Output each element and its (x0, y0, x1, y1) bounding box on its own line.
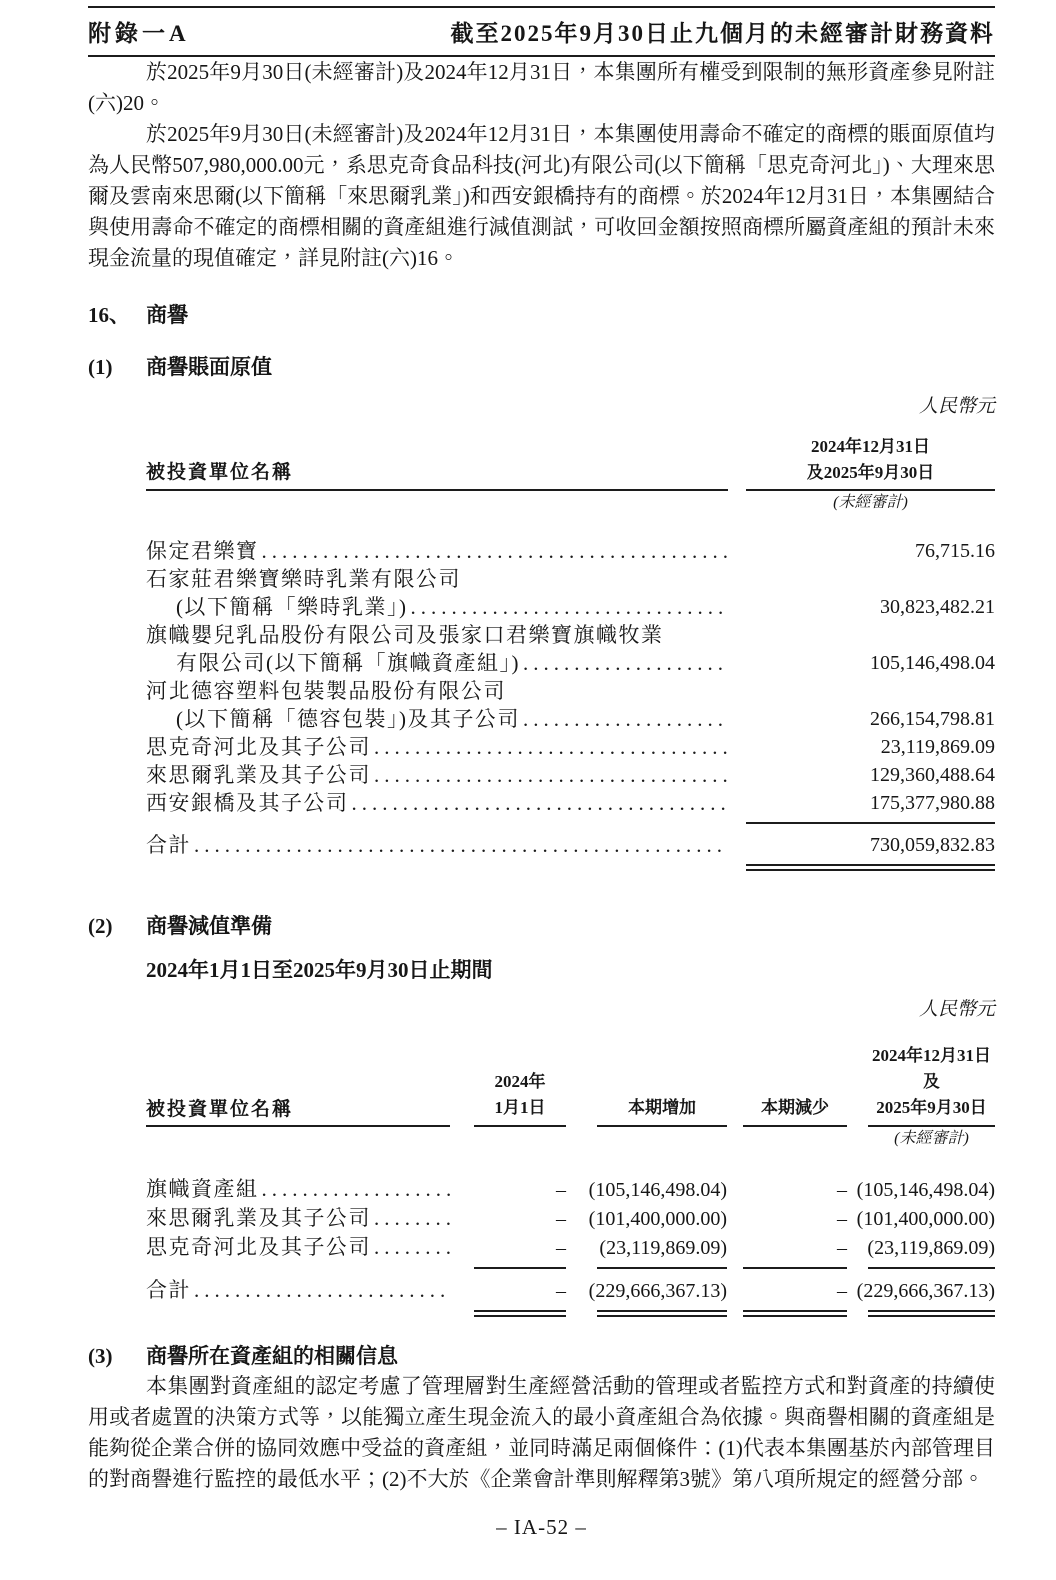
company-name-cell: (以下簡稱「樂時乳業」) ..... (146, 593, 728, 621)
dot-leader (371, 733, 728, 761)
table2-total-double-rules (146, 1310, 995, 1317)
dot-leader (191, 1276, 450, 1304)
subsection-title: 商譽所在資產組的相關信息 (146, 1344, 398, 1368)
company-name-cell: 來思爾乳業及其子公司 ..... (146, 1204, 450, 1232)
goodwill-impairment-table (146, 1043, 995, 1317)
total-additions-value: (229,666,367.13) (588, 1280, 727, 1302)
table-row (146, 537, 995, 565)
dot-leader (371, 761, 728, 789)
document-page (0, 6, 1056, 1540)
table1-subtotal-rule (746, 822, 995, 824)
subsection-1-heading (88, 352, 995, 382)
section-number: 16、 (88, 303, 130, 327)
amount-cell: (23,119,869.09) (599, 1237, 727, 1259)
subsection-number: (3) (88, 1344, 113, 1368)
dot-leader (191, 831, 728, 859)
subsection-number: (2) (88, 914, 113, 938)
amount-cell: 30,823,482.21 (880, 596, 995, 618)
table-row (146, 1204, 995, 1233)
subsection-title: 商譽賬面原值 (146, 355, 272, 379)
appendix-label: 附錄一A (88, 21, 190, 46)
section-16-heading (88, 300, 995, 330)
subsection-2-heading (88, 911, 995, 941)
amount-cell: (101,400,000.00) (856, 1208, 995, 1230)
company-name-cell: 西安銀橋及其子公司 ..... (146, 789, 728, 817)
table1-header-row (146, 434, 995, 491)
dot-leader (371, 1204, 450, 1232)
amount-cell: (101,400,000.00) (588, 1208, 727, 1230)
table1-total-value: 730,059,832.83 (870, 834, 995, 856)
table2-rows (146, 1175, 995, 1262)
table2-opening-header: 2024年 1月1日 (474, 1069, 566, 1127)
total-closing-value: (229,666,367.13) (856, 1280, 995, 1302)
table2-name-header: 被投資單位名稱 (146, 1094, 450, 1127)
paragraph-restricted-assets: 於2025年9月30日(未經審計)及2024年12月31日，本集團所有權受到限制的無形資產參見附註(六)20。 (88, 60, 995, 115)
table-row (146, 621, 995, 649)
subsection-3-heading (88, 1341, 995, 1371)
amount-cell: – (837, 1179, 847, 1201)
table-row (146, 677, 995, 705)
table2-header-row (146, 1043, 995, 1127)
table2-unaudited-note: (未經審計) (894, 1130, 969, 1147)
table1-total-double-rule (746, 864, 995, 871)
table-row (146, 761, 995, 789)
amount-cell: 129,360,488.64 (870, 764, 995, 786)
amount-cell: 105,146,498.04 (870, 652, 995, 674)
table2-closing-header: 2024年12月31日及 2025年9月30日 (868, 1043, 995, 1127)
amount-cell: 175,377,980.88 (870, 792, 995, 814)
table1-name-header: 被投資單位名稱 (146, 457, 728, 491)
table-row (146, 565, 995, 593)
total-decreases-value: – (837, 1280, 847, 1302)
table-row (146, 1233, 995, 1262)
amount-cell: – (837, 1208, 847, 1230)
table-row (146, 705, 995, 733)
company-name-cell: 石家莊君樂寶樂時乳業有限公司 (146, 567, 461, 591)
total-opening-value: – (556, 1280, 566, 1302)
company-name-cell: 有限公司(以下簡稱「旗幟資產組」) ..... (146, 649, 728, 677)
subsection-number: (1) (88, 355, 113, 379)
company-name-cell: (以下簡稱「德容包裝」)及其子公司 ..... (146, 705, 728, 733)
report-title: 截至2025年9月30日止九個月的未經審計財務資料 (450, 21, 995, 46)
dot-leader (408, 593, 729, 621)
goodwill-cost-table (146, 434, 995, 871)
company-name-cell: 保定君樂寶 ..... (146, 537, 728, 565)
table1-total-row (146, 831, 995, 859)
amount-cell: – (837, 1237, 847, 1259)
dot-leader (259, 1175, 451, 1203)
company-name-cell: 思克奇河北及其子公司 ..... (146, 1233, 450, 1261)
section-title: 商譽 (146, 303, 188, 327)
page-number: – IA-52 – (496, 1515, 587, 1539)
subsection-title: 商譽減值準備 (146, 914, 272, 938)
amount-cell: (105,146,498.04) (588, 1179, 727, 1201)
table1-value-header: 2024年12月31日 及2025年9月30日 (746, 434, 995, 491)
dot-leader (349, 789, 729, 817)
currency-note-2: 人民幣元 (918, 999, 995, 1020)
amount-cell: (105,146,498.04) (856, 1179, 995, 1201)
dot-leader (520, 649, 728, 677)
table-row (146, 789, 995, 817)
table-row (146, 733, 995, 761)
dot-leader (371, 1233, 450, 1261)
company-name-cell: 來思爾乳業及其子公司 ..... (146, 761, 728, 789)
table2-subtotal-rules (146, 1267, 995, 1269)
dot-leader (259, 537, 729, 565)
amount-cell: – (556, 1179, 566, 1201)
table2-additions-header: 本期增加 (597, 1095, 727, 1127)
table-row (146, 649, 995, 677)
company-name-cell: 旗幟嬰兒乳品股份有限公司及張家口君樂寶旗幟牧業 (146, 623, 664, 647)
company-name-cell: 思克奇河北及其子公司 ..... (146, 733, 728, 761)
company-name-cell: 河北德容塑料包裝製品股份有限公司 (146, 679, 506, 703)
table2-total-row (146, 1276, 995, 1305)
table-row (146, 1175, 995, 1204)
amount-cell: (23,119,869.09) (867, 1237, 995, 1259)
period-caption: 2024年1月1日至2025年9月30日止期間 (146, 958, 493, 982)
amount-cell: 76,715.16 (915, 540, 995, 562)
table1-total-label: 合計 (146, 833, 191, 857)
table2-total-label: 合計 (146, 1278, 191, 1302)
running-header (88, 6, 995, 57)
amount-cell: – (556, 1208, 566, 1230)
paragraph-trademarks: 於2025年9月30日(未經審計)及2024年12月31日，本集團使用壽命不確定的商標的賬面原值均為人民幣507,980,000.00元，系思克奇食品科技(河北)有限公司(以下簡稱「思克奇河北」)、大理來思爾及雲南來思爾(以下簡稱「來思爾乳業」)和西安銀橋持有的商標。於2024年12月31日，本集團結合與使用壽命不確定的商標相關的資產組進行減值測試，可收回金額按照商標所屬資產組的預計未來現金流量的現值確定，詳見附註(六)16。 (88, 122, 995, 270)
dot-leader (520, 705, 728, 733)
company-name-cell: 旗幟資產組 ..... (146, 1175, 450, 1203)
table2-decreases-header: 本期減少 (743, 1095, 847, 1127)
table1-rows (146, 537, 995, 817)
amount-cell: 266,154,798.81 (870, 708, 995, 730)
table-row (146, 593, 995, 621)
table1-unaudited-note: (未經審計) (833, 494, 908, 511)
paragraph-cgu-info: 本集團對資產組的認定考慮了管理層對生產經營活動的管理或者監控方式和對資產的持續使用或者處置的決策方式等，以能獨立產生現金流入的最小資產組合為依據。與商譽相關的資產組是能夠從企業合併的協同效應中受益的資產組，並同時滿足兩個條件：(1)代表本集團基於內部管理目的對商譽進行監控的最低水平；(2)不大於《企業會計準則解釋第3號》第八項所規定的經營分部。 (88, 1374, 995, 1491)
currency-note-1: 人民幣元 (918, 396, 995, 417)
amount-cell: – (556, 1237, 566, 1259)
amount-cell: 23,119,869.09 (880, 736, 995, 758)
